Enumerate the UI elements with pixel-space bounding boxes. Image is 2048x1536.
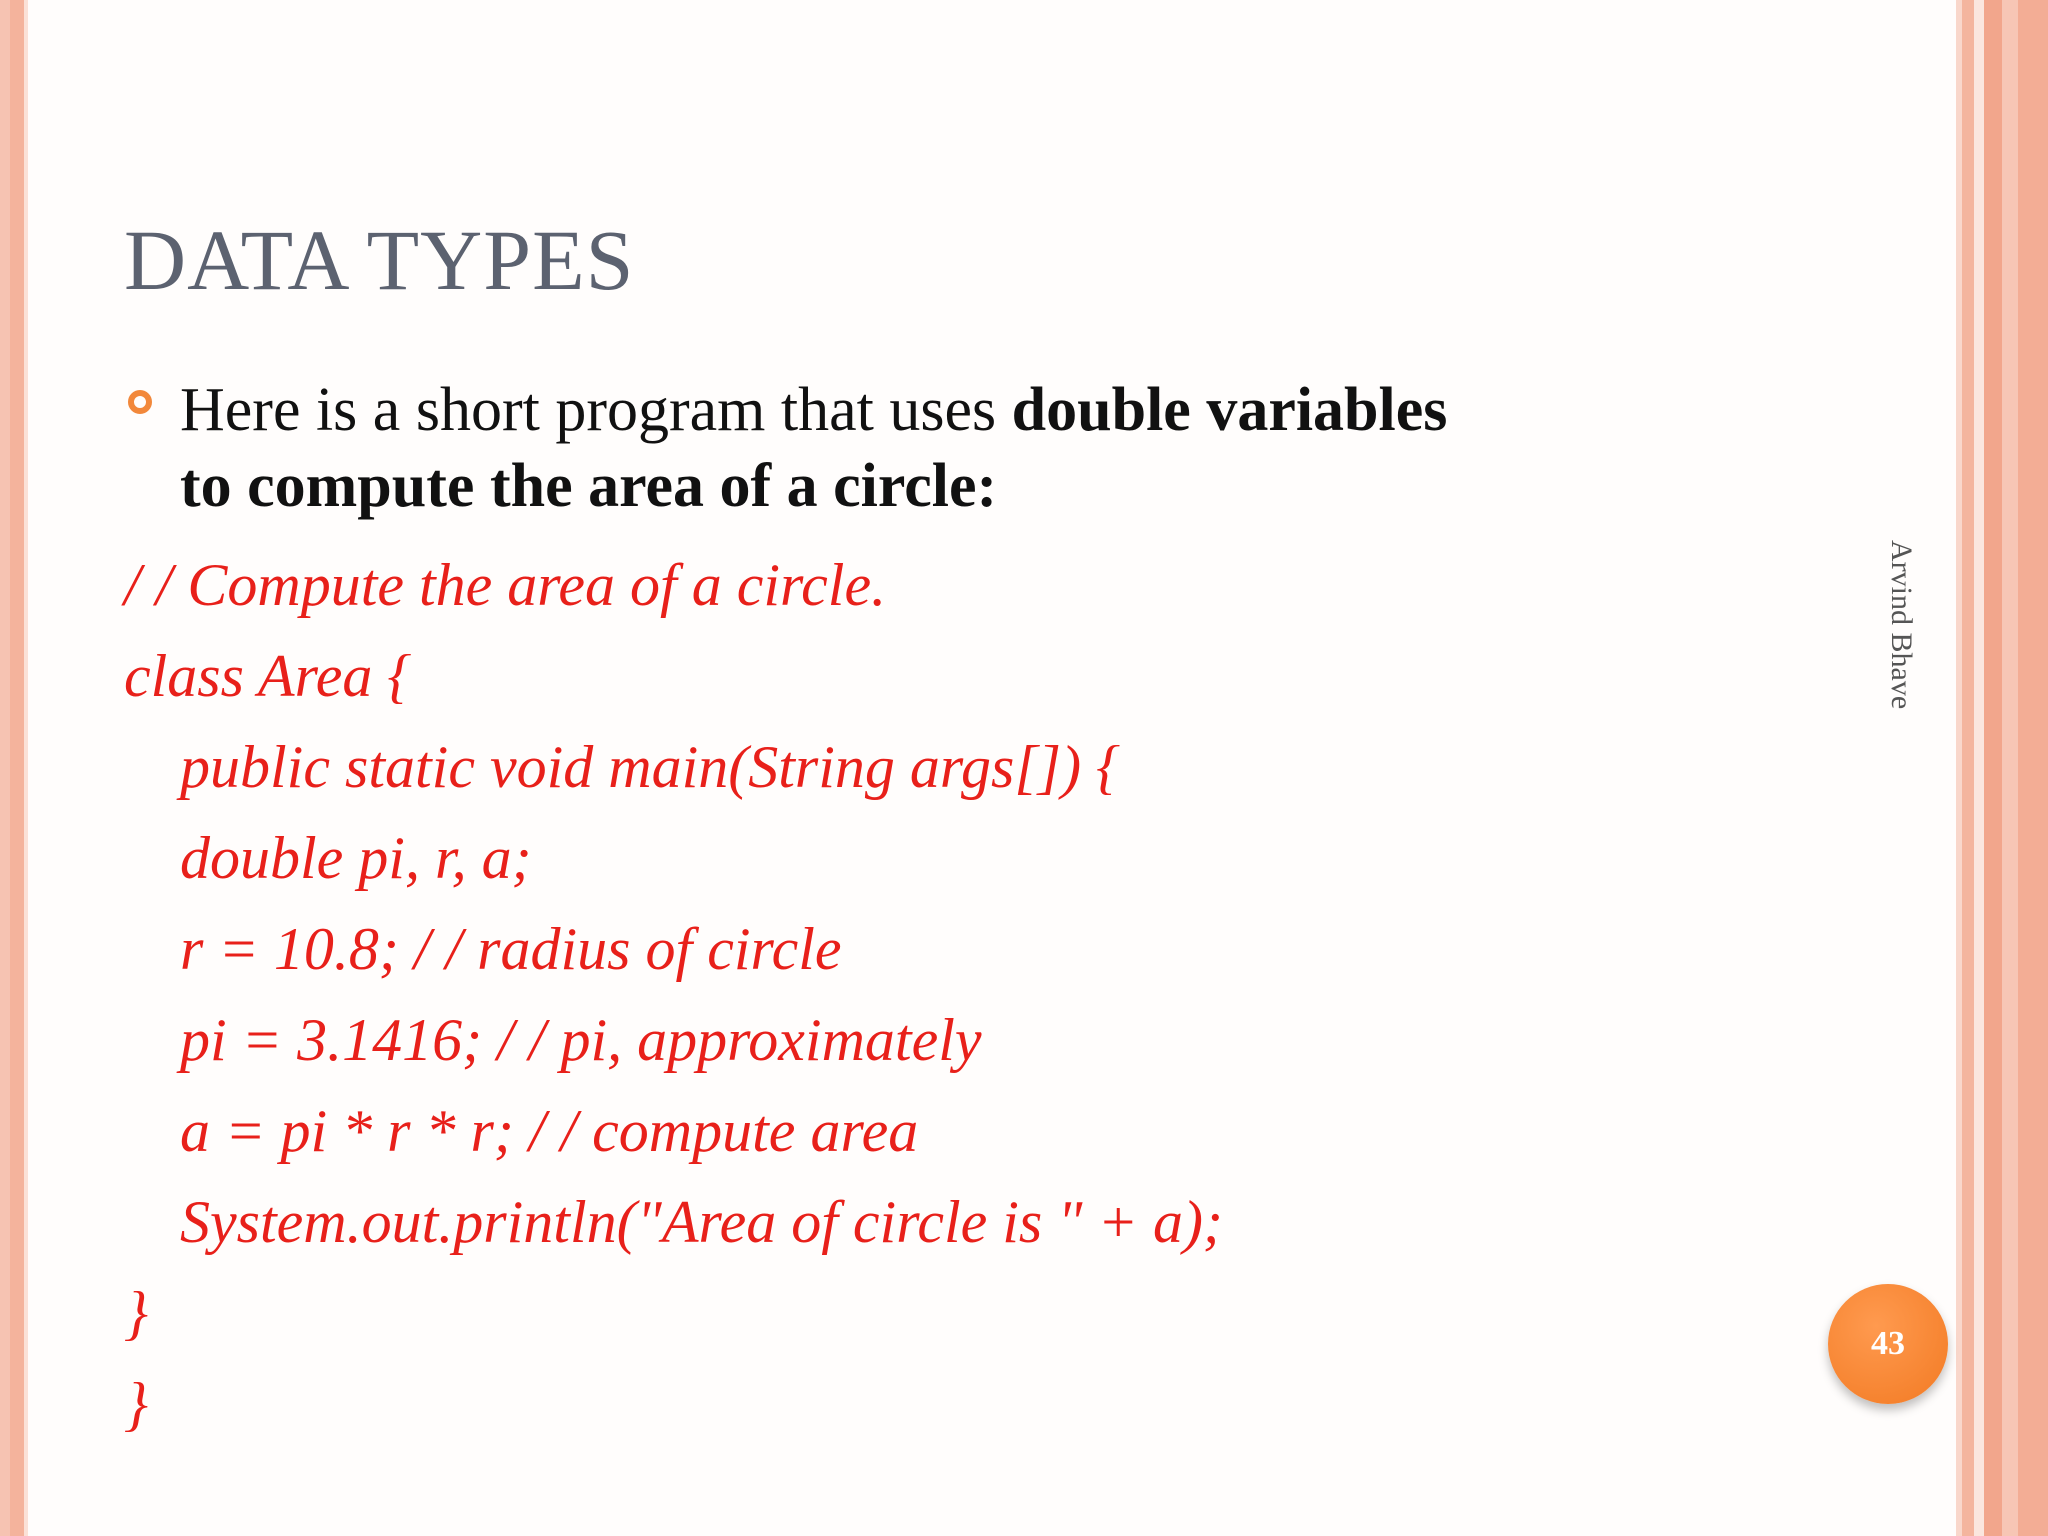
author-name: Arvind Bhave bbox=[1885, 540, 1918, 710]
left-border-stripe bbox=[24, 0, 28, 1536]
code-line: a = pi * r * r; / / compute area bbox=[180, 1098, 919, 1164]
code-line: / / Compute the area of a circle. bbox=[124, 552, 887, 618]
bullet-text-bold: double variables bbox=[1011, 376, 1448, 444]
page-number-badge: 43 bbox=[1828, 1284, 1948, 1404]
code-line: class Area { bbox=[124, 643, 412, 709]
right-border-stripe bbox=[1962, 0, 1974, 1536]
right-border-stripe bbox=[1974, 0, 1984, 1536]
left-border-stripe bbox=[0, 0, 10, 1536]
code-line: } bbox=[124, 1280, 148, 1346]
code-line: public static void main(String args[]) { bbox=[180, 734, 1121, 800]
code-line: r = 10.8; / / radius of circle bbox=[180, 916, 842, 982]
code-line: System.out.println("Area of circle is " + a); bbox=[180, 1189, 1223, 1255]
bullet-item bbox=[124, 372, 1764, 524]
right-border-stripe bbox=[2018, 0, 2048, 1536]
bullet-text-bold: to compute the area of a circle: bbox=[180, 452, 998, 520]
right-border-stripe bbox=[2002, 0, 2018, 1536]
bullet-text-plain: Here is a short program that uses bbox=[180, 376, 1012, 444]
code-line: pi = 3.1416; / / pi, approximately bbox=[180, 1007, 982, 1073]
code-line: } bbox=[124, 1371, 148, 1437]
hollow-circle-bullet-icon bbox=[128, 390, 152, 414]
code-block bbox=[124, 540, 1223, 1450]
right-border-stripe bbox=[1984, 0, 2002, 1536]
left-border-stripe bbox=[10, 0, 24, 1536]
code-line: double pi, r, a; bbox=[180, 825, 532, 891]
slide-title: DATA TYPES bbox=[124, 212, 635, 308]
bullet-text bbox=[180, 372, 1764, 524]
